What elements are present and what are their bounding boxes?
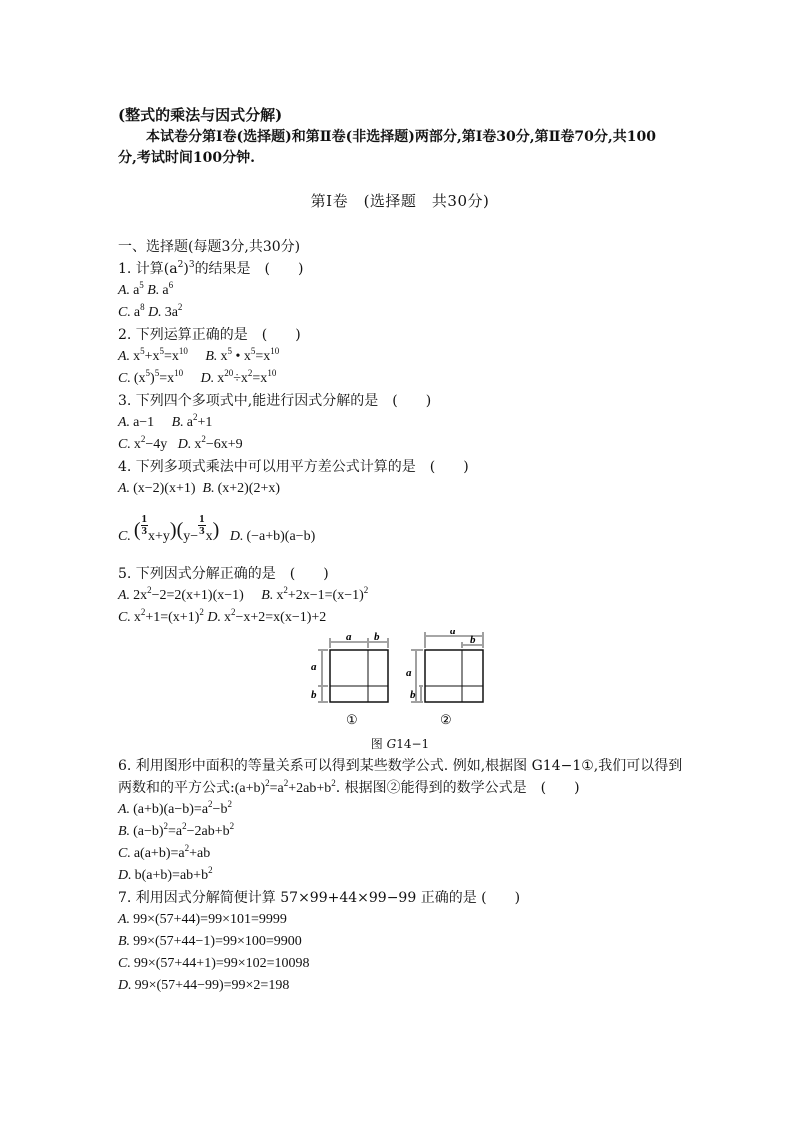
figure-1: [318, 638, 388, 702]
fig1-caption: ①: [346, 712, 358, 727]
fig2-label-b-top: b: [470, 634, 476, 646]
section-title: 第Ⅰ卷 (选择题 共30分): [310, 192, 490, 210]
fig1-label-a-left: a: [311, 661, 317, 673]
question-6-option-c: C. $a(a+b)=a^2+ab$: [118, 843, 211, 861]
fraction-one-third-2: $\frac{1}{3}$: [199, 513, 205, 537]
question-6-stem-line-1: 6. 利用图形中面积的等量关系可以得到某些数学公式. 例如,根据图 G14−1①,我们可以得到: [118, 758, 683, 774]
fraction-one-third-1: $\frac{1}{3}$: [141, 513, 148, 537]
question-2-stem: 2. 下列运算正确的是 ( ): [118, 327, 301, 343]
question-5-stem: 5. 下列因式分解正确的是 ( ): [118, 566, 329, 582]
fig1-label-a-top: a: [346, 631, 352, 643]
question-4-options-ab: A. (x−2)(x+1) B. (x+2)(2+x): [118, 481, 281, 496]
fig2-label-a-top: a: [450, 630, 456, 637]
question-4-stem: 4. 下列多项式乘法中可以用平方差公式计算的是 ( ): [118, 459, 469, 475]
question-7-option-c: C. 99×(57+44+1)=99×102=10098: [118, 956, 310, 971]
question-3-options-cd: C. $x^2-4y$ D. $x^2-6x+9$: [118, 434, 243, 452]
fig1-label-b-left: b: [311, 689, 317, 701]
question-7-option-b: B. 99×(57+44−1)=99×100=9900: [118, 934, 302, 949]
intro-line-1: 本试卷分第Ⅰ卷(选择题)和第Ⅱ卷(非选择题)两部分,第Ⅰ卷30分,第Ⅱ卷70分,共100: [146, 129, 657, 145]
question-7-option-d: D. 99×(57+44−99)=99×2=198: [118, 978, 290, 993]
question-7-option-a: A. 99×(57+44)=99×101=9999: [118, 912, 287, 927]
question-6-stem-line-2: 两数和的平方公式$:(a+b)^2=a^2+2ab+b^2$. 根据图②能得到的数学公式是 ( ): [118, 778, 580, 796]
figure-g14-1: [310, 630, 500, 730]
part-heading: 一、选择题(每题3分,共30分): [118, 239, 301, 255]
question-6-option-d: D. $b(a+b)=ab+b^2$: [118, 865, 213, 883]
question-5-options-cd: C. $x^2+1=(x+1)^2$ D. $x^2-x+2=x(x-1)+2$: [118, 607, 327, 625]
fig1-label-b-top: b: [374, 631, 380, 643]
fig2-caption: ②: [440, 712, 452, 727]
question-1-options-cd: C. $a^8$ D. $3a^2$: [118, 302, 183, 320]
question-3-stem: 3. 下列四个多项式中,能进行因式分解的是 ( ): [118, 393, 432, 409]
question-6-option-a: A. $(a+b)(a-b)=a^2-b^2$: [118, 799, 232, 817]
fig2-label-a-left: a: [406, 667, 412, 679]
question-1-options-ab: A. $a^5$ B. $a^6$: [118, 280, 174, 298]
question-2-options-cd: C. $(x^5)^5=x^{10}$ D. $x^{20}\div x^2=x^{10}$: [118, 368, 277, 386]
question-6-option-b: B. $(a-b)^2=a^2-2ab+b^2$: [118, 821, 235, 839]
question-3-options-ab: A. a−1 B. $a^2+1$: [118, 412, 213, 430]
question-7-stem: 7. 利用因式分解简便计算 57×99+44×99−99 正确的是 ( ): [118, 890, 521, 906]
question-4-options-cd: C. ( $\frac{1}{3}$ x+y)(y− $\frac{1}{3}$ x) D. (−a+b)(a−b): [118, 513, 316, 544]
paper-title: (整式的乘法与因式分解): [118, 106, 283, 124]
question-1-stem: 1. 计算$(a^2)^3$的结果是 ( ): [118, 260, 304, 277]
question-2-options-ab: A. $x^5+x^5=x^{10}$ B. $x^5$ • $x^5=x^{10}$: [118, 346, 280, 364]
question-5-options-ab: A. $2x^2-2=2(x+1)(x-1)$ B. $x^2+2x-1=(x-1)^2$: [118, 585, 369, 603]
intro-line-2: 分,考试时间100分钟.: [118, 150, 255, 166]
fig2-label-b-left: b: [410, 689, 416, 701]
figure-caption: 图 G14−1: [370, 737, 430, 751]
